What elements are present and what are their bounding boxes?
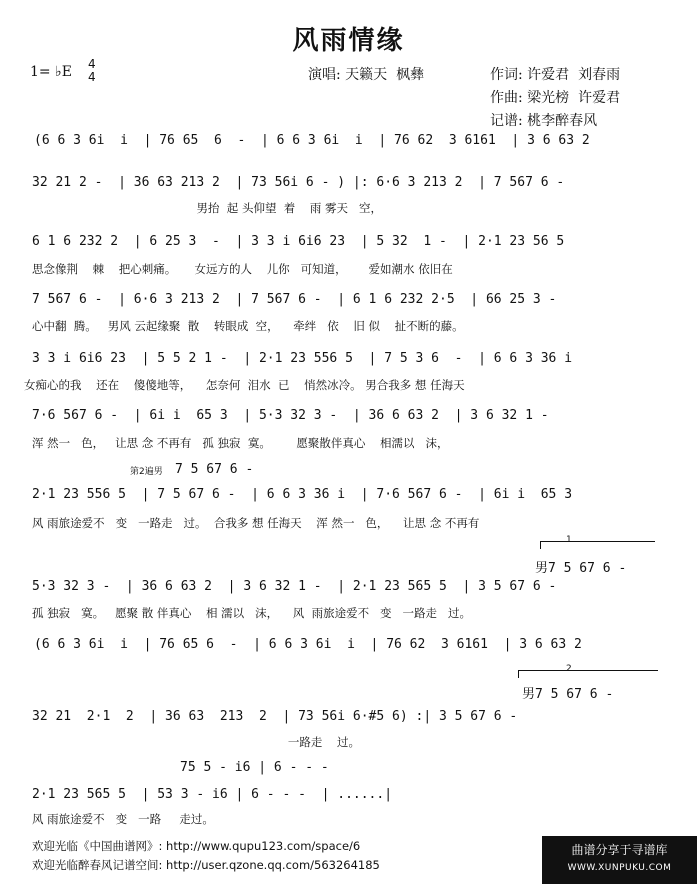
volta-2-bracket	[518, 670, 658, 671]
meter-bottom: 4	[88, 70, 96, 84]
lyric-line: 一路走 过。	[32, 735, 361, 749]
lyric-line: 心中翻 腾。 男风 云起缘聚 散 转眼成 空， 牵绊 依 旧 似 扯不断的藤。	[32, 319, 464, 333]
credit-top-text: 曲谱分享于寻谱库	[571, 843, 668, 857]
lyric-line: 思念像荆 棘 把心刺痛。 女远方的人 儿你 可知道， 爱如潮水 依旧在	[32, 262, 453, 276]
lyric-line: 浑 然一 色， 让思 念 不再有 孤 独寂 寞。 愿聚散伴真心 相濡以 沫，	[32, 436, 449, 450]
notation-line: (6 6 3 6i i | 76 65 6 - | 6 6 3 6i i | 76 62 3 6161 | 3 6 63 2	[34, 133, 590, 148]
lyric-line: 男抬 起 头仰望 着 雨 雾天 空，	[32, 201, 383, 215]
second-time-notes: 7 5 67 6 -	[175, 462, 254, 477]
notation-line: 6 1 6 232 2 | 6 25 3 - | 3 3 i 6i6 23 | 5 32 1 - | 2·1 23 56 5	[32, 234, 565, 249]
notation-line: 32 21 2 - | 36 63 213 2 | 73 56i 6 - ) |: 6·6 3 213 2 | 7 567 6 -	[32, 175, 565, 190]
transcriber: 记谱: 桃李醉春风	[490, 113, 598, 129]
coda-upper-notes: 75 5 - i6 | 6 - - -	[180, 760, 329, 775]
notation-line: (6 6 3 6i i | 76 65 6 - | 6 6 3 6i i | 76 62 3 6161 | 3 6 63 2	[34, 637, 582, 652]
second-time-label: 第2遍男	[130, 467, 163, 477]
volta-1-number: 1	[566, 535, 572, 545]
meter-top: 4	[88, 57, 96, 71]
volta-2-number: 2	[566, 664, 572, 674]
volta-1-male-notes: 男7 5 67 6 -	[535, 561, 627, 576]
credit-bottom-text: WWW.XUNPUKU.COM	[567, 863, 672, 873]
lyric-line: 风 雨旅途爱不 变 一路 走过。	[32, 812, 214, 826]
notation-line: 3 3 i 6i6 23 | 5 5 2 1 - | 2·1 23 556 5 | 7 5 3 6 - | 6 6 3 36 i	[32, 351, 573, 366]
footer-line-2: 欢迎光临醉春风记谱空间: http://user.qzone.qq.com/563264185	[32, 858, 380, 872]
volta-1-tick	[540, 541, 541, 549]
notation-line: 2·1 23 556 5 | 7 5 67 6 - | 6 6 3 36 i | 7·6 567 6 - | 6i i 65 3	[32, 487, 573, 502]
notation-line: 7 567 6 - | 6·6 3 213 2 | 7 567 6 - | 6 1 6 232 2·5 | 66 25 3 -	[32, 292, 557, 307]
notation-line: 32 21 2·1 2 | 36 63 213 2 | 73 56i 6·#5 6) :| 3 5 67 6 -	[32, 709, 518, 724]
song-title: 风雨情缘	[292, 26, 405, 56]
volta-2-male-notes: 男7 5 67 6 -	[522, 687, 614, 702]
key-signature: 1= ♭E	[30, 64, 72, 80]
notation-line: 2·1 23 565 5 | 53 3 - i6 | 6 - - - | ......|	[32, 787, 393, 802]
volta-1-bracket	[540, 541, 655, 542]
volta-2-tick	[518, 670, 519, 678]
lyric-line: 女痴心的我 还在 傻傻地等， 怎奈何 泪水 已 悄然冰冷。 男合我多 想 任海天	[24, 378, 465, 392]
lyric-line: 风 雨旅途爱不 变 一路走 过。 合我多 想 任海天 浑 然一 色， 让思 念 不再有	[32, 516, 480, 530]
footer-line-1: 欢迎光临《中国曲谱网》: http://www.qupu123.com/space/6	[32, 839, 361, 853]
notation-line: 7·6 567 6 - | 6i i 65 3 | 5·3 32 3 - | 36 6 63 2 | 3 6 32 1 -	[32, 408, 549, 423]
composer: 作曲: 梁光榜 许爱君	[490, 90, 621, 106]
site-credit-badge	[542, 836, 697, 884]
lyric-line: 孤 独寂 寞。 愿聚 散 伴真心 相 濡以 沫， 风 雨旅途爱不 变 一路走 过。	[32, 606, 471, 620]
lyricist: 作词: 许爱君 刘春雨	[490, 67, 621, 83]
notation-line: 5·3 32 3 - | 36 6 63 2 | 3 6 32 1 - | 2·1 23 565 5 | 3 5 67 6 -	[32, 579, 557, 594]
singers: 演唱: 天籁天 枫彝	[308, 67, 425, 83]
